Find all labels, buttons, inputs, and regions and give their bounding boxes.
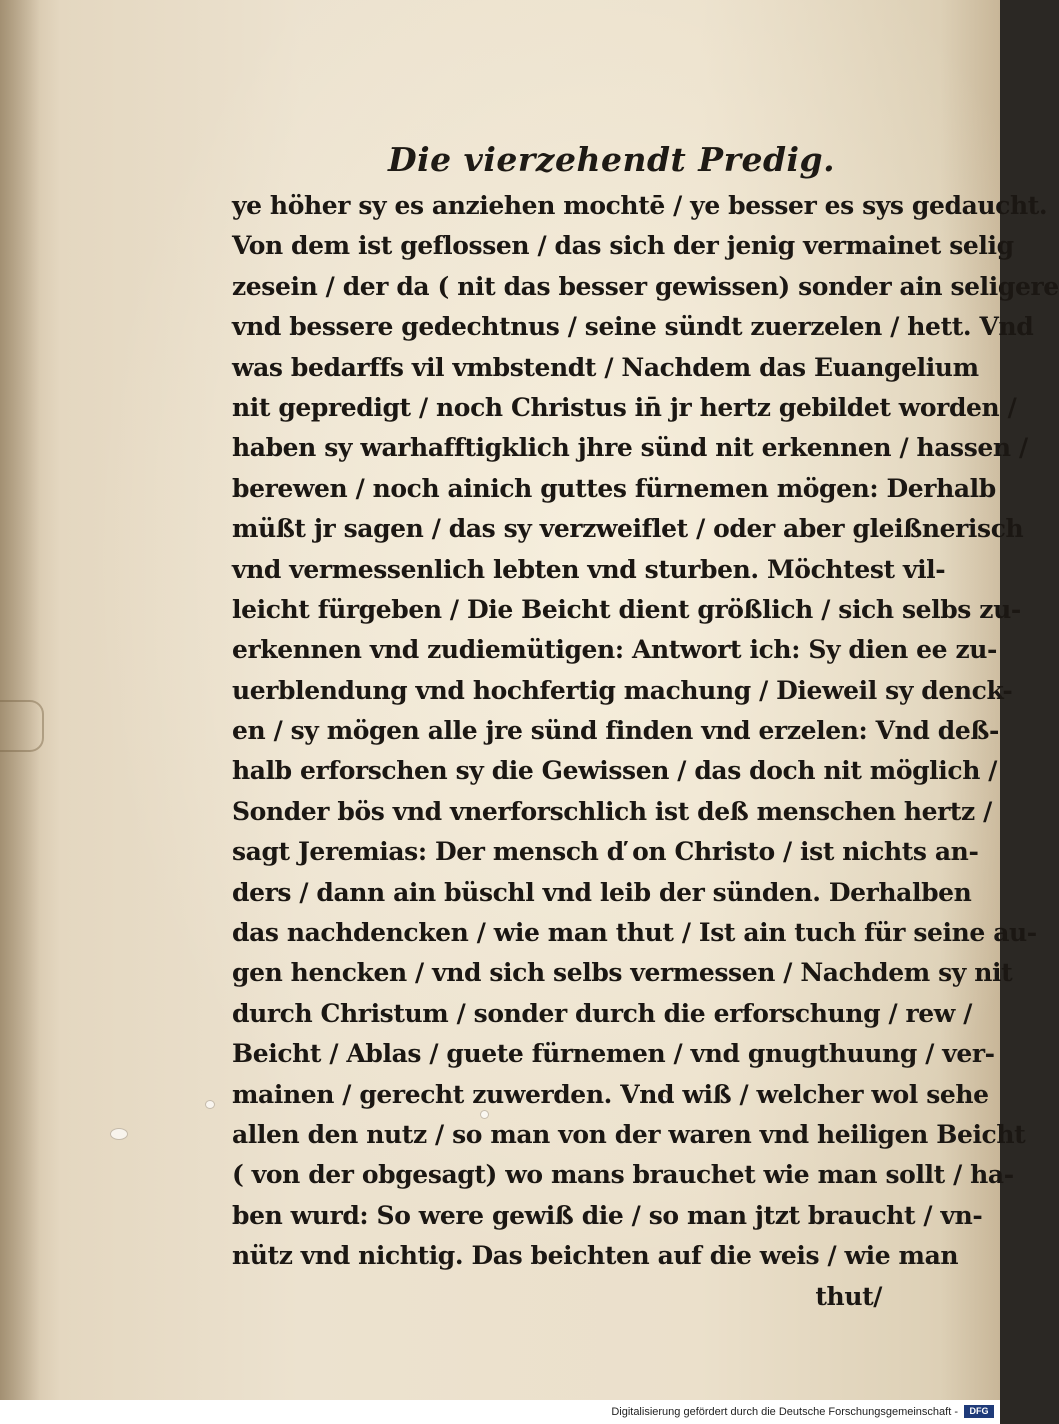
text-line: berewen / noch ainich guttes fürnemen mögen: Derhalb — [232, 473, 996, 503]
text-line: erkennen vnd zudiemütigen: Antwort ich: Sy dien ee zu- — [232, 635, 998, 665]
text-line: vnd bessere gedechtnus / seine sündt zuerzelen / hett. Vnd — [232, 312, 1034, 342]
text-line: müßt jr sagen / das sy verzweiflet / oder aber gleißnerisch — [232, 514, 1024, 544]
text-line: haben sy warhafftigklich jhre sünd nit erkennen / hassen / — [232, 433, 1028, 463]
text-line: Sonder bös vnd vnerforschlich ist deß menschen hertz / — [232, 796, 992, 826]
text-line: nütz vnd nichtig. Das beichten auf die weis / wie man — [232, 1241, 959, 1271]
text-line: Von dem ist geflossen / das sich der jenig vermainet selig — [232, 231, 1014, 261]
text-line: nit gepredigt / noch Christus in̄ jr hertz gebildet worden / — [232, 392, 1017, 422]
text-line: vnd vermessenlich lebten vnd sturben. Möchtest vil- — [232, 554, 946, 584]
dfg-logo: DFG — [964, 1405, 994, 1418]
text-line: mainen / gerecht zuwerden. Vnd wiß / welcher wol sehe — [232, 1079, 989, 1109]
footer-bar — [0, 1400, 1000, 1424]
text-block — [232, 186, 1059, 1317]
text-line: halb erforschen sy die Gewissen / das doch nit möglich / — [232, 756, 998, 786]
text-line: sagt Jeremias: Der mensch ď on Christo / ist nichts an- — [232, 837, 979, 867]
text-line: gen hencken / vnd sich selbs vermessen / Nachdem sy nit — [232, 958, 1013, 988]
funding-credit: Digitalisierung gefördert durch die Deutsche Forschungsgemeinschaft - — [611, 1406, 958, 1418]
text-line: durch Christum / sonder durch die erforschung / rew / — [232, 998, 972, 1028]
text-line: ( von der obgesagt) wo mans brauchet wie man sollt / ha- — [232, 1160, 1014, 1190]
text-line: allen den nutz / so man von der waren vnd heiligen Beicht — [232, 1119, 1026, 1149]
text-line: ye höher sy es anziehen mochtē / ye besser es sys gedaucht. — [232, 191, 1048, 220]
text-line: zesein / der da ( nit das besser gewissen) sonder ain seligere — [232, 271, 1059, 301]
text-line: ders / dann ain büschl vnd leib der sünden. Derhalben — [232, 877, 972, 907]
text-line: ben wurd: So were gewiß die / so man jtzt braucht / vn- — [232, 1200, 983, 1230]
text-line: uerblendung vnd hochfertig machung / Dieweil sy denck- — [232, 675, 1013, 705]
binding-clasp-mark — [0, 700, 44, 752]
paper-stain — [110, 1128, 128, 1140]
text-line: was bedarffs vil vmbstendt / Nachdem das Euangelium — [232, 352, 979, 382]
text-line: leicht fürgeben / Die Beicht dient größlich / sich selbs zu- — [232, 594, 1021, 624]
catchword: thut/ — [815, 1281, 882, 1311]
page-heading: Die vierzehendt Predig. — [388, 140, 836, 179]
paper-stain — [205, 1100, 215, 1109]
text-line: das nachdencken / wie man thut / Ist ain tuch für seine au- — [232, 918, 1037, 948]
text-line: en / sy mögen alle jre sünd finden vnd erzelen: Vnd deß- — [232, 716, 999, 746]
text-line: Beicht / Ablas / guete fürnemen / vnd gnugthuung / ver- — [232, 1039, 995, 1069]
